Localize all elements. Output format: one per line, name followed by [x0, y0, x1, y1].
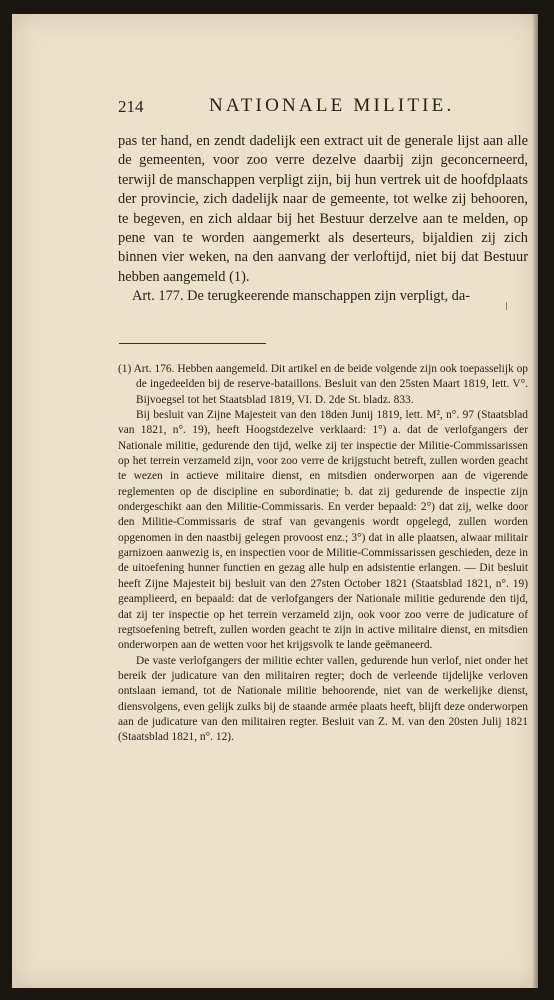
running-title: NATIONALE MILITIE.	[209, 95, 455, 116]
footnote	[118, 362, 528, 746]
footnote-paragraph: Bij besluit van Zijne Majesteit van den 18den Junij 1819, lett. M², n°. 97 (Staatsblad van 1821, n°. 19), heeft Hoogstdezelve verklaard: 1°) a. dat de verlofgangers der Nationale militie, gedurende den tijd, welke zij ter inspectie der Militie-Commissarissen op het terrein verzameld zijn, voor zoo verre de krijgstucht betreft, zullen worden geacht te wezen in actieve militaire dienst, en mitsdien onderworpen aan de vigerende reglementen op de discipline en subordinatie; b. dat zij gedurende de inspectie zijn ondergeschikt aan den Militie-Commissaris. En verder bepaald: 2°) dat zij, welke door den Militie-Commissaris de straf van gevangenis wordt opgelegd, zullen worden opgenomen in den naastbij gelegen provoost enz.; 3°) dat in alle plaatsen, alwaar militair garnizoen aanwezig is, en inspectien voor de Militie-Commissarissen geschieden, deze in de uitoefening hunner functien en gezag alle hulp en adsistentie erlangen. — Dit besluit heeft Zijne Majesteit bij besluit van den 27sten October 1821 (Staatsblad 1821, n°. 19) geamplieerd, en bepaald: dat de verlofgangers der Nationale militie gedurende den tijd, dat zij ter inspectie op het terrein verzameld zijn, ook voor zoo verre de judicature of regtsoefening betreft, zullen worden geacht te zijn in active militaire dienst, en mitsdien onderworpen aan de wetten voor het krijgsvolk te lande geëmaneerd.	[118, 409, 528, 652]
main-text	[118, 132, 528, 307]
body-paragraph: pas ter hand, en zendt dadelijk een extract uit de generale lijst aan alle de gemeenten, voor zoo verre dezelve daarbij zijn geconcerneerd, terwijl de manschappen verpligt zijn, bij hun vertrek uit de hoofdplaats der provincie, zich dadelijk naar de gemeente, tot welke zij behooren, te begeven, en zich aldaar bij het Bestuur derzelve aan te melden, op pene van te worden aangemerkt als deserteurs, bijaldien zij zich binnen vier weken, na den aanvang der verloftijd, niet bij dat Bestuur hebben aangemeld (1).	[118, 133, 528, 285]
article-177-start: Art. 177. De terugkeerende manschappen zijn verpligt, da-	[132, 288, 471, 305]
page-number: 214	[118, 97, 144, 116]
ink-mark	[506, 302, 507, 310]
footnote-paragraph: De vaste verlofgangers der militie echter vallen, gedurende hun verlof, niet onder het bereik der judicature van den militairen regter; doch de verleende tijdelijke verloven ontslaan iemand, tot de Nationale militie behoorende, niet van de werkelijke dienst, diensvolgens, even gelijk zulks bij de staande armée plaats heeft, blijft deze onderworpen aan de judicature van den militairen regter. Besluit van Z. M. van den 20sten Julij 1821 (Staatsblad 1821, n°. 12).	[118, 654, 528, 744]
footnote-paragraph: (1) Art. 176. Hebben aangemeld. Dit artikel en de beide volgende zijn ook toepasselijk op de ingedeelden bij de reserve-bataillons. Besluit van den 25sten Maart 1819, lett. V°. Bijvoegsel tot het Staatsblad 1819, VI. D. 2de St. bladz. 833.	[118, 363, 528, 406]
page-gutter-shadow	[532, 14, 538, 988]
footnote-separator-rule	[119, 343, 266, 344]
page-header	[118, 95, 528, 125]
book-page	[12, 14, 538, 988]
